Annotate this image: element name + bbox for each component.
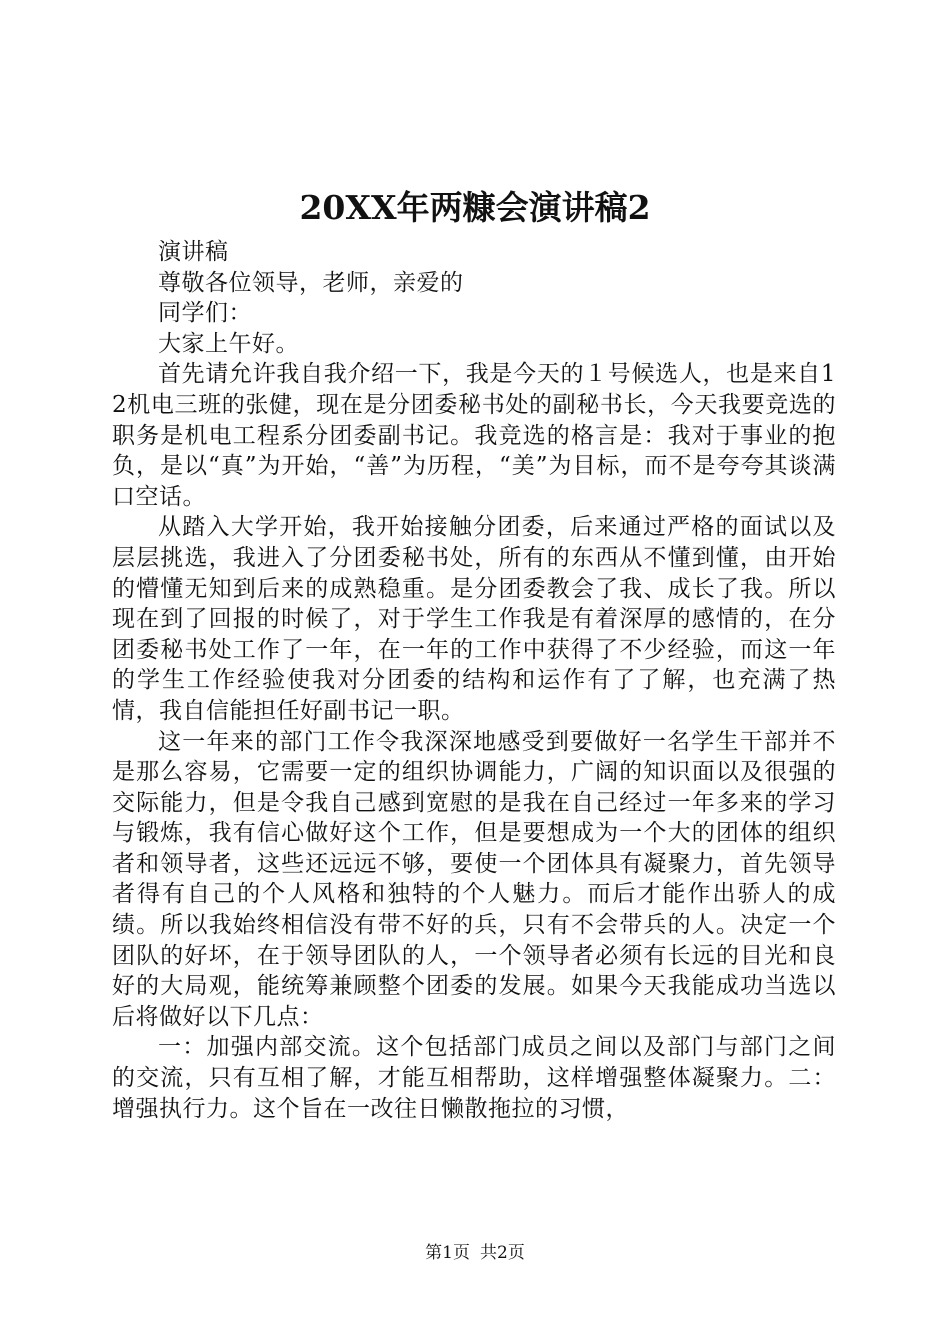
page-number: 第1页 bbox=[425, 1243, 470, 1263]
paragraph: 同学们： bbox=[158, 300, 252, 327]
document-body bbox=[112, 237, 836, 1124]
paragraph: 尊敬各位领导，老师，亲爱的 bbox=[158, 269, 464, 296]
paragraph: 首先请允许我自我介绍一下，我是今天的１号候选人，也是来自12机电三班的张健，现在是分团委秘书处的副秘书长，今天我要竞选的职务是机电工程系分团委副书记。我竞选的格言是：我对于事业的抱负，是以“真”为开始，“善”为历程，“美”为目标，而不是夸夸其谈满口空话。 bbox=[112, 361, 836, 510]
document-title: 20XX年两糠会演讲稿2 bbox=[299, 188, 651, 227]
paragraph: 这一年来的部门工作令我深深地感受到要做好一名学生干部并不是那么容易，它需要一定的组织协调能力，广阔的知识面以及很强的交际能力，但是令我自己感到宽慰的是我在自己经过一年多来的学习与锻炼，我有信心做好这个工作，但是要想成为一个大的团体的组织者和领导者，这些还远远不够，要使一个团体具有凝聚力，首先领导者得有自己的个人风格和独特的个人魅力。而后才能作出骄人的成绩。所以我始终相信没有带不好的兵，只有不会带兵的人。决定一个团队的好坏，在于领导团队的人，一个领导者必须有长远的目光和良好的大局观，能统筹兼顾整个团委的发展。如果今天我能成功当选以后将做好以下几点： bbox=[112, 728, 836, 1030]
page-footer bbox=[0, 1241, 950, 1265]
paragraph: 一：加强内部交流。这个包括部门成员之间以及部门与部门之间的交流，只有互相了解，才能互相帮助，这样增强整体凝聚力。二：增强执行力。这个旨在一改往日懒散拖拉的习惯， bbox=[112, 1034, 836, 1122]
paragraph: 演讲稿 bbox=[158, 239, 229, 265]
page-total: 共2页 bbox=[480, 1243, 525, 1263]
paragraph: 大家上午好。 bbox=[158, 330, 299, 357]
paragraph: 从踏入大学开始，我开始接触分团委，后来通过严格的面试以及层层挑选，我进入了分团委秘书处，所有的东西从不懂到懂，由开始的懵懂无知到后来的成熟稳重。是分团委教会了我、成长了我。所以现在到了回报的时候了，对于学生工作我是有着深厚的感情的，在分团委秘书处工作了一年，在一年的工作中获得了不少经验，而这一年的学生工作经验使我对分团委的结构和运作有了了解，也充满了热情，我自信能担任好副书记一职。 bbox=[112, 514, 836, 724]
